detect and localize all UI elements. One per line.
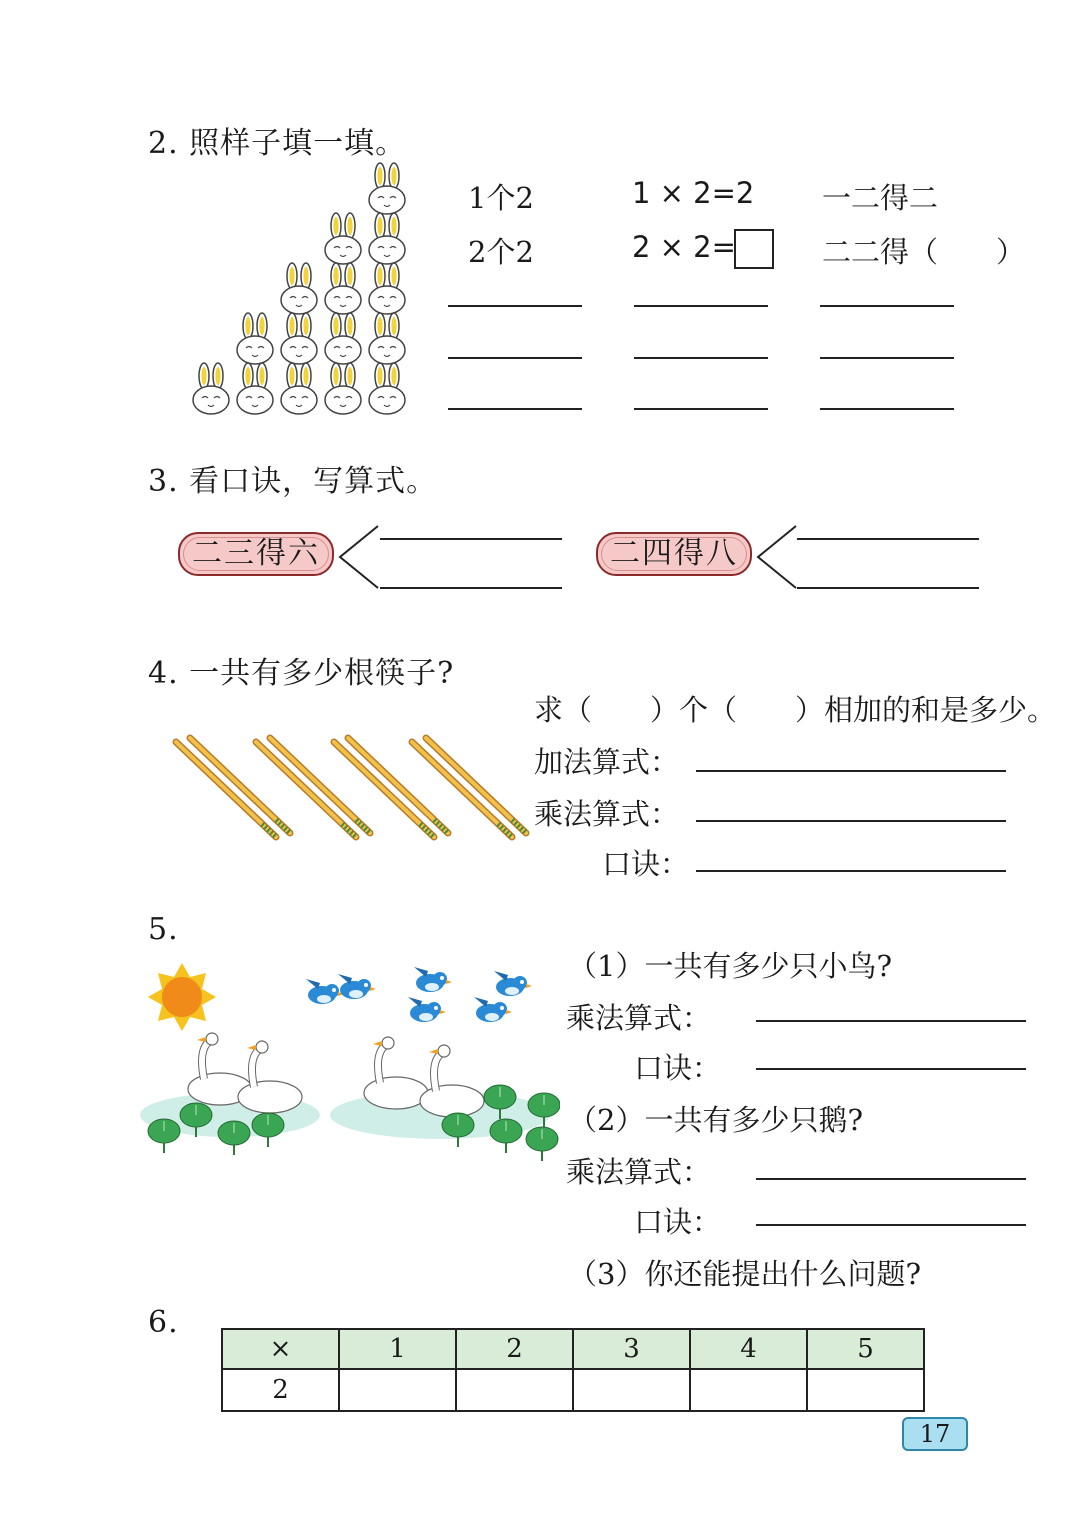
answer-cell[interactable]	[573, 1369, 690, 1411]
table-header-cell: 2	[456, 1329, 573, 1369]
blank-line[interactable]	[797, 538, 979, 540]
bird-icon	[494, 971, 532, 996]
bird-icon	[408, 997, 446, 1022]
chopsticks-illustration	[170, 732, 530, 842]
goose-icon	[238, 1041, 302, 1113]
blank-line[interactable]	[448, 357, 582, 359]
table-row	[222, 1369, 924, 1411]
blank-line[interactable]	[448, 408, 582, 410]
multiplication-table	[221, 1328, 925, 1412]
q3-title: 3. 看口诀，写算式。	[148, 464, 438, 499]
blank-line[interactable]	[634, 408, 768, 410]
q4-multiplication-label: 乘法算式：	[534, 797, 680, 831]
rabbit-row-4	[237, 313, 405, 364]
blank-line[interactable]	[820, 305, 954, 307]
q2-row2-rhyme: 二二得（ ）	[822, 235, 1026, 269]
q5-part1-multiplication-label: 乘法算式：	[566, 1001, 712, 1035]
answer-cell[interactable]	[807, 1369, 924, 1411]
blank-line[interactable]	[756, 1178, 1026, 1180]
lotus-leaf-icon	[148, 1119, 180, 1153]
lotus-leaf-icon	[218, 1121, 250, 1155]
q5-part2-rhyme-label: 口诀：	[634, 1205, 722, 1239]
blank-line[interactable]	[696, 870, 1006, 872]
blank-line[interactable]	[696, 770, 1006, 772]
rabbit-row-3	[281, 263, 405, 314]
blank-line[interactable]	[756, 1020, 1026, 1022]
blank-line[interactable]	[448, 305, 582, 307]
q4-addition-label: 加法算式：	[534, 745, 680, 779]
q4-prompt: 求（ ）个（ ）相加的和是多少。	[534, 693, 1057, 727]
blank-line[interactable]	[380, 587, 562, 589]
rabbit-row-1	[369, 163, 405, 214]
bracket-icon	[336, 522, 382, 592]
q5-part1: （1）一共有多少只小鸟?	[568, 949, 892, 983]
pond-scene-illustration	[140, 955, 560, 1180]
bird-icon	[474, 997, 512, 1022]
q2-row1-count: 1个2	[468, 181, 534, 215]
sun-icon	[148, 963, 216, 1031]
bird-icon	[414, 967, 452, 992]
goose-icon	[420, 1045, 484, 1117]
q5-part2: （2）一共有多少只鹅?	[568, 1103, 863, 1137]
blank-line[interactable]	[380, 538, 562, 540]
page-number-badge: 17	[902, 1417, 968, 1451]
answer-cell[interactable]	[339, 1369, 456, 1411]
q2-row1-rhyme: 一二得二	[822, 181, 939, 215]
blank-line[interactable]	[820, 408, 954, 410]
q6-title: 6.	[148, 1305, 179, 1340]
q5-part2-multiplication-label: 乘法算式：	[566, 1155, 712, 1189]
blank-line[interactable]	[820, 357, 954, 359]
lotus-leaf-icon	[252, 1113, 284, 1147]
q4-title: 4. 一共有多少根筷子?	[148, 656, 455, 691]
blank-line[interactable]	[756, 1224, 1026, 1226]
table-header-cell: ×	[222, 1329, 339, 1369]
q2-title: 2. 照样子填一填。	[148, 126, 407, 161]
blank-line[interactable]	[696, 820, 1006, 822]
lotus-leaf-icon	[526, 1127, 558, 1161]
bracket-icon	[754, 522, 800, 592]
q2-row2-count: 2个2	[468, 235, 534, 269]
table-header-cell: 5	[807, 1329, 924, 1369]
table-row-label: 2	[222, 1369, 339, 1411]
rhyme-pill-1: 二三得六	[178, 532, 334, 576]
q5-title: 5.	[148, 912, 179, 947]
table-header-cell: 4	[690, 1329, 807, 1369]
q2-row1-equation: 1 × 2=2	[632, 176, 755, 210]
blank-line[interactable]	[634, 357, 768, 359]
q5-part1-rhyme-label: 口诀：	[634, 1051, 722, 1085]
lotus-leaf-icon	[442, 1113, 474, 1147]
answer-cell[interactable]	[690, 1369, 807, 1411]
q5-part3: （3）你还能提出什么问题?	[568, 1257, 921, 1291]
blank-line[interactable]	[797, 587, 979, 589]
answer-cell[interactable]	[456, 1369, 573, 1411]
table-header-cell: 1	[339, 1329, 456, 1369]
rabbit-row-2	[325, 213, 405, 264]
blank-line[interactable]	[756, 1068, 1026, 1070]
q2-row2-equation: 2 × 2=	[632, 230, 736, 264]
rabbit-staircase-illustration	[185, 160, 420, 418]
answer-box[interactable]	[734, 229, 774, 269]
goose-icon	[364, 1037, 428, 1109]
blank-line[interactable]	[634, 305, 768, 307]
rabbit-row-5	[193, 363, 405, 414]
rhyme-pill-2: 二四得八	[596, 532, 752, 576]
lotus-leaf-icon	[490, 1119, 522, 1153]
q4-rhyme-label: 口诀：	[602, 847, 690, 881]
bird-icon	[338, 974, 376, 999]
bird-icon	[306, 979, 344, 1004]
table-header-row	[222, 1329, 924, 1369]
table-header-cell: 3	[573, 1329, 690, 1369]
